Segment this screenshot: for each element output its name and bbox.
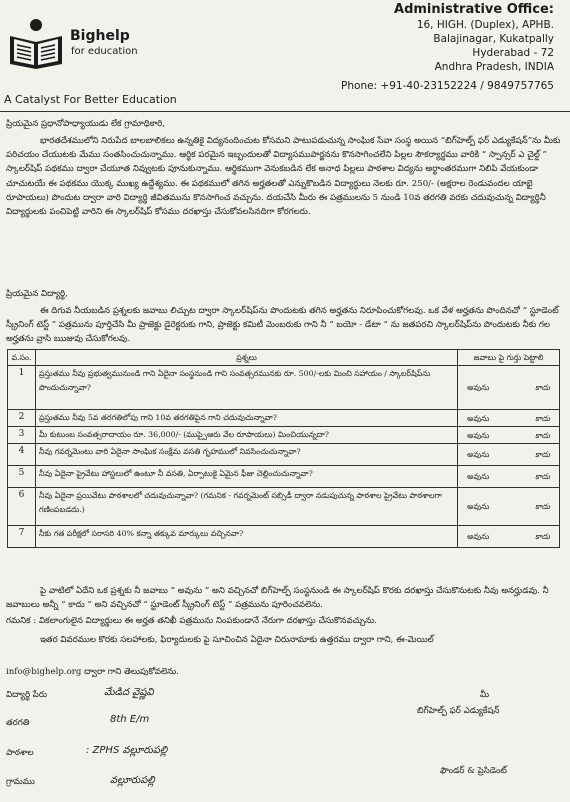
answer-no[interactable]: కాదు [535,430,550,440]
answer-no[interactable]: కాదు [535,450,550,459]
header-divider [0,111,570,112]
answer-yes[interactable]: అవును [467,413,490,423]
row-number: 3 [8,427,36,444]
col-serial: వ.సం. [8,350,36,366]
answer-yes[interactable]: అవును [467,532,490,541]
school-value[interactable]: : ZPHS వల్లూరుపల్లి [86,745,168,756]
table-row [8,410,560,427]
answer-no[interactable]: కాదు [535,502,550,511]
answer-cell[interactable] [458,427,560,444]
question-text: మీ కుటుంబ సంవత్సరాదాయం రూ. 36,000/- (ముప్పైఆరు వేల రూపాయలు) మించియున్నదా? [35,427,457,444]
answer-yes[interactable]: అవును [467,450,490,459]
answer-cell[interactable] [458,526,560,548]
row-number: 5 [8,466,36,488]
intro-paragraph: భారతదేశములోని నిరుపేద బాలబాలికలు ఉన్నతికై విద్యనందించుట కోసమని పాటుపడుచున్న సాంఘిక సేవా సంస్థ అయిన “బిగ్‌హెల్ప్ ఫర్ ఎడ్యుకేషన్”ను మీకు పరిచయం చేయుటకు మేము సంతసించుచున్నాము. ఆర్థిక పరమైన ఇబ్బందులతో విద్యాసముపార్జనను కొనసాగించలేని పిల్లల సౌకర్యార్ధము వారికి “ స్పాన్సర్ ఎ చైల్డ్ ” స్కాలర్‌షిప్ పథకము ద్వారా చేయూత నివ్వుటకు పూనుకున్నాము. ఆర్థికముగా వెనుకబడిన లేక అనాధ పిల్లలు పాఠశాల విద్యను అర్థాంతరముగా నిలిపి వేయకుండా చూచుటయే ఈ పథకము యొక్క ముఖ్య ఉద్దేశ్యము. ఈ పథకములో తగిన అర్హతలతో ఎన్నుకొబడిన విద్యార్ధులు నెలకు రూ. 250/- (అక్షరాల రెండువందల యాభై రూపాయలు) పొందుట ద్వారా వారి విద్యార్థి జీవితమును కొనసాగించ వచ్చును. దయచేసి మీరు ఈ పత్రములను 5 నుండి 10వ తరగతి వరకు చదువుచున్న విద్యార్థినీ విద్యార్థులకు పంచిపెట్టి వారిని ఈ స్కాలర్‌షిప్ కోసము దరఖాస్తు చేసుకోవలసినదిగా కోరగలరు. [6,136,561,218]
row-number: 1 [8,366,36,410]
student-paragraph: ఈ దిగువ నీయబడిన ప్రశ్నలకు జవాబు లిచ్చుట ద్వారా స్కాలర్‌షిప్‌ను పొందుటకు తగిన అర్హతను నిరూపించుకోగలవు. ఒక వేళ అర్హతను పొందినచో “ స్టూడెంట్ స్క్రీనింగ్ టెస్ట్ ” పత్రమును పూర్తిచేసి మీ ప్రాజెక్టు డైరెక్టరుకు గాని, ప్రాజెక్టు కమిటీ మెంబరుకు గాని నీ “ బయో - డేటా ” ను జతపరచి స్కాలర్‌షిప్‌ను పొందుటకు నీకు గల అర్హతను వ్రాసి ఋజువు చేసుకోగలవు. [6,306,559,345]
question-text: ప్రస్తుతము నీవు ప్రభుత్వమునుండి గాని ఏదైనా సంస్థనుండి గాని సంవత్సరమునకు రూ. 500/-లకు మించి సహాయం / స్కాలర్‌షిప్‌ను పొందుచున్నావా? [35,366,457,410]
table-row [8,444,560,466]
org-name: Bighelp [70,28,130,44]
book-reader-logo-icon [6,18,66,70]
class-value[interactable]: 8th E/m [110,714,150,725]
col-questions: ప్రశ్నలు [35,350,457,366]
table-row [8,488,560,526]
answer-cell[interactable] [458,466,560,488]
col-answer: జవాబు పై గుర్తు పెట్టాలి [458,350,560,366]
village-value[interactable]: వల్లూరుపల్లి [110,775,155,786]
answer-cell[interactable] [458,488,560,526]
salutation-student: ప్రియమైన విద్యార్థి, [6,289,68,299]
eligibility-questions-table [7,349,560,548]
village-label: గ్రామము [6,777,35,787]
answer-no[interactable]: కాదు [535,532,550,541]
address-line: Hyderabad - 72 [472,47,554,59]
answer-no[interactable]: కాదు [535,413,550,423]
student-name-label: విద్యార్థి పేరు [6,690,47,700]
row-number: 7 [8,526,36,548]
row-number: 4 [8,444,36,466]
table-row [8,526,560,548]
note-paragraph: గమనిక : వికలాంగులైన విద్యార్థులు ఈ అర్హత తనిఖీ పత్రమును నింపకుండానే నేరుగా దరఖాస్తు చేసుకొనవచ్చును. [6,616,377,626]
answer-yes[interactable]: అవును [467,502,490,511]
answer-cell[interactable] [458,410,560,427]
question-text: నీవు ఏదైనా ప్రయివేటు పాఠశాలలో చదువుచున్నావా? (గమనిక - గవర్నమెంట్ సబ్సిడీ ద్వారా నడుపుచున్న పాఠశాల ప్రైవేటు పాఠశాలగా గణింపబడదు.) [35,488,457,526]
salutation-headmaster: ప్రియమైన ప్రధానోపాధ్యాయుడు లేక గ్రామాధికారి, [6,119,166,129]
row-number: 6 [8,488,36,526]
address-line: Andhra Pradesh, INDIA [434,61,554,73]
answer-cell[interactable] [458,366,560,410]
address-line: 16, HIGH. (Duplex), APHB. [416,19,554,31]
answer-yes[interactable]: అవును [467,430,490,440]
table-row [8,366,560,410]
answer-yes[interactable]: అవును [467,383,490,392]
answer-no[interactable]: కాదు [535,383,550,392]
answer-cell[interactable] [458,444,560,466]
answer-yes[interactable]: అవును [467,472,490,481]
answer-no[interactable]: కాదు [535,472,550,481]
question-text: నీకు గత పరీక్షలో సరాసరి 40% కన్నా తక్కువ మార్కులు వచ్చినవా? [35,526,457,548]
question-text: నీవు ఏదైనా ప్రైవేటు హాస్టలులో ఉంటూ నీ వసతి, ఏర్పాటుకై ఏమైన ఫీజు చెల్లించుచున్నావా? [35,466,457,488]
contact-paragraph: ఇతర వివరముల కొరకు సలహాలకు, ఫిర్యాదులకు పై సూచించిన ఏదైనా చిరునామాకు ఉత్తరము ద్వారా గాని, ఈ-మెయిల్ [40,635,434,645]
student-name-value[interactable]: మేడిద వైష్ణవి [104,687,154,698]
table-header-row [8,350,560,366]
org-subtitle: for education [71,46,138,57]
class-label: తరగతి [6,718,30,728]
email-line: info@bighelp.org ద్వారా గాని తెలుపుకోవలెను. [6,667,179,677]
signoff-yours: మీ [480,690,490,700]
tagline: A Catalyst For Better Education [4,93,177,106]
signoff-org: బిగ్‌హెల్ప్ ఫర్ ఎడ్యుకేషన్ [417,706,500,716]
row-number: 2 [8,410,36,427]
table-row [8,466,560,488]
question-text: ప్రస్తుతము నీవు 5వ తరగతిలోపు గాని 10వ తరగతిపైన గాని చదువుచున్నావా? [35,410,457,427]
question-text: నీవు గవర్నమెంటు వారి ఏదైనా సాంఘిక సంక్షేమ వసతి గృహములో నివసించుచున్నావా? [35,444,457,466]
phone-number: Phone: +91-40-23152224 / 9849757765 [341,80,554,92]
ineligibility-paragraph: పై వాటిలో ఏదేని ఒక ప్రశ్నకు నీ జవాబు “ అవును ” అని వచ్చినచో బిగ్‌హెల్ప్ సంస్థనుండి ఈ స్కాలర్‌షిప్ కొరకు దరఖాస్తు చేసుకొనుటకు నీవు అనర్హుడవు. నీ జవాబులు అన్నీ “ కాదు ” అని వచ్చినచో “ స్టూడెంట్ స్క్రీనింగ్ టెస్ట్ ” పత్రమును పూరించవలెను. [6,586,549,611]
office-title: Administrative Office: [394,2,554,17]
address-line: Balajinagar, Kukatpally [433,33,554,45]
signoff-role: ఫౌండర్ & ప్రెసిడెంట్ [440,766,507,776]
school-label: పాఠశాల [6,748,34,758]
table-row [8,427,560,444]
office-address [364,2,554,74]
